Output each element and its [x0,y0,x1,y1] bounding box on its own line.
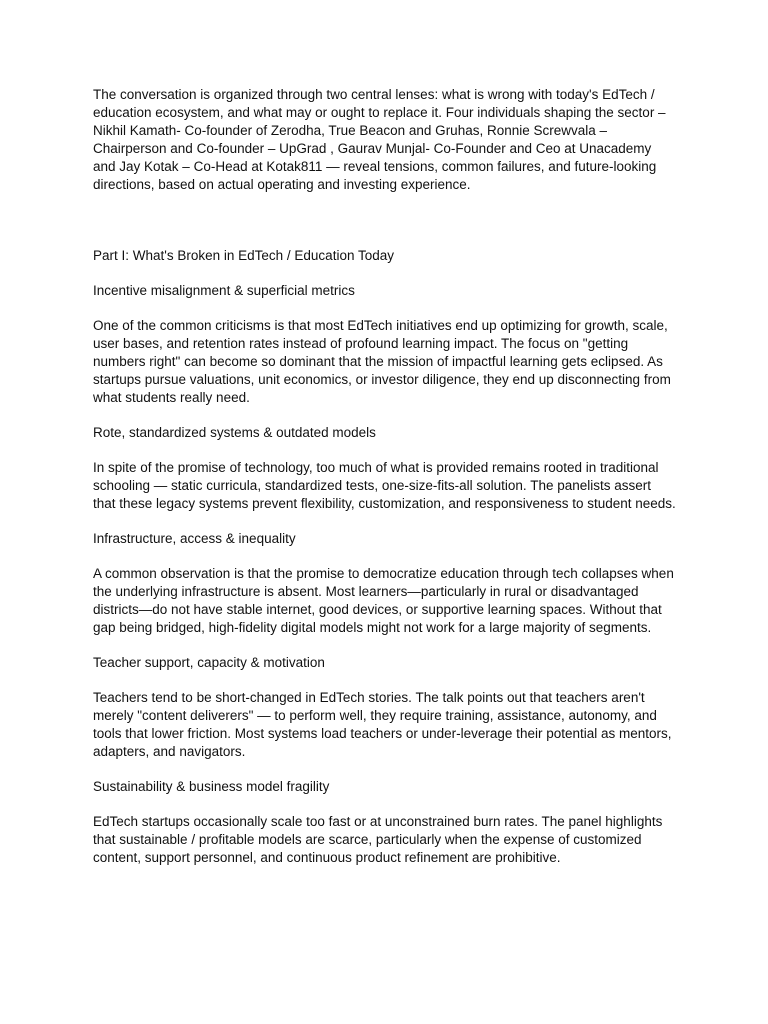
section-body-incentive: One of the common criticisms is that most EdTech initiatives end up optimizing for growth, scale, user bases, and retention rates instead of profound learning impact. The focus on "getting numbers right" can become so dominant that the mission of impactful learning gets eclipsed. As startups pursue valuations, unit economics, or investor diligence, they end up disconnecting from what students really need. [93,318,671,405]
document-page [93,86,677,884]
part-title: Part I: What's Broken in EdTech / Education Today [93,248,394,263]
section-body-infrastructure: A common observation is that the promise to democratize education through tech collapses when the underlying infrastructure is absent. Most learners—particularly in rural or disadvantaged districts—do not have stable internet, good devices, or supportive learning spaces. Without that gap being bridged, high-fidelity digital models might not work for a large majority of segments. [93,566,674,635]
section-body-sustainability: EdTech startups occasionally scale too fast or at unconstrained burn rates. The panel highlights that sustainable / profitable models are scarce, particularly when the expense of customized content, support personnel, and continuous product refinement are prohibitive. [93,814,663,865]
section-heading-infrastructure: Infrastructure, access & inequality [93,531,296,546]
section-heading-incentive: Incentive misalignment & superficial metrics [93,283,355,298]
section-body-teacher: Teachers tend to be short-changed in EdTech stories. The talk points out that teachers aren't merely "content deliverers" — to perform well, they require training, assistance, autonomy, and tools that lower friction. Most systems load teachers or under-leverage their potential as mentors, adapters, and navigators. [93,690,672,759]
section-heading-rote: Rote, standardized systems & outdated models [93,425,376,440]
section-heading-sustainability: Sustainability & business model fragility [93,779,330,794]
intro-paragraph: The conversation is organized through two central lenses: what is wrong with today's EdTech / education ecosystem, and what may or ought to replace it. Four individuals shaping the sector – Nikhil Kamath- Co-founder of Zerodha, True Beacon and Gruhas, Ronnie Screwvala – Chairperson and Co-founder – UpGrad , Gaurav Munjal- Co-Founder and Ceo at Unacademy and Jay Kotak – Co-Head at Kotak811 — reveal tensions, common failures, and future-looking directions, based on actual operating and investing experience. [93,87,666,192]
section-body-rote: In spite of the promise of technology, too much of what is provided remains rooted in traditional schooling — static curricula, standardized tests, one-size-fits-all solution. The panelists assert that these legacy systems prevent flexibility, customization, and responsiveness to student needs. [93,460,676,511]
section-heading-teacher: Teacher support, capacity & motivation [93,655,325,670]
